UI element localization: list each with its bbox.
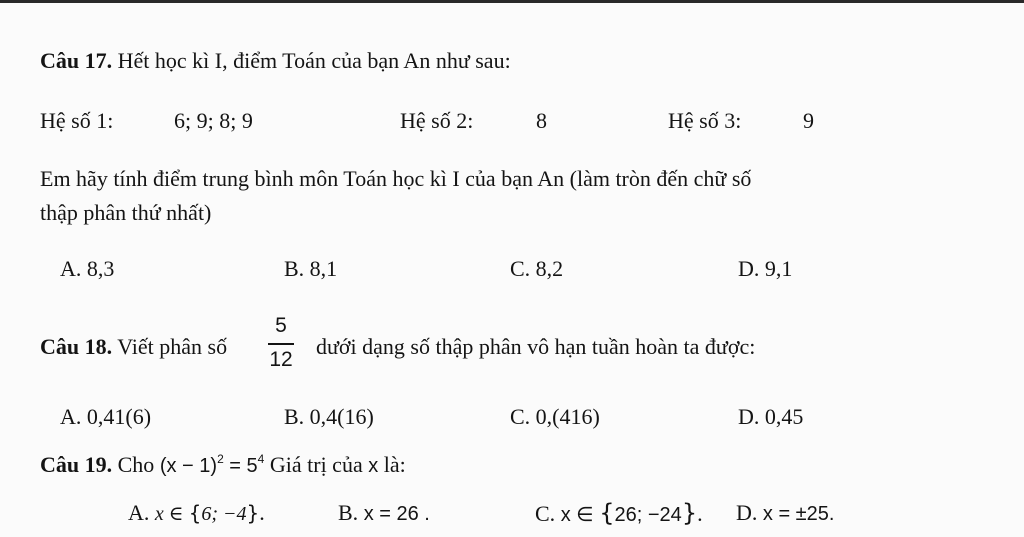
q18-option-b: B. 0,4(16) (284, 404, 374, 429)
equation-exponent: 2 (217, 452, 224, 466)
question-19-cho: Cho (117, 452, 155, 477)
question-18-text-after: dưới dạng số thập phân vô hạn tuần hoàn ta được: (316, 334, 756, 359)
question-17-task-line-1: Em hãy tính điểm trung bình môn Toán học kì I của bạn An (làm tròn đến chữ số (40, 166, 752, 191)
q19-option-a (128, 500, 265, 527)
q19-option-a-letter: A. (128, 500, 150, 525)
q19-option-b (338, 500, 430, 527)
coef3-scores: 9 (803, 108, 814, 133)
question-17-text: Hết học kì I, điểm Toán của bạn An như sau: (117, 48, 511, 73)
q19-option-c-letter: C. (535, 501, 556, 526)
q19-option-c (535, 500, 703, 528)
fraction-5-12 (266, 313, 296, 375)
fraction-numerator: 5 (275, 314, 287, 337)
question-19 (40, 452, 406, 479)
q19-option-a-math: x ∈ (154, 503, 189, 525)
fraction-bar (268, 343, 294, 345)
top-border-line (0, 0, 1024, 3)
q19-option-a-end: . (259, 500, 265, 525)
q17-option-a: A. 8,3 (60, 256, 115, 281)
left-brace: { (188, 501, 202, 525)
q17-option-d: D. 9,1 (738, 256, 793, 281)
coef2-scores: 8 (536, 108, 547, 133)
right-brace: } (246, 501, 260, 525)
question-19-label: Câu 19. (40, 452, 113, 477)
left-brace: { (599, 499, 615, 527)
q19-option-d (736, 500, 834, 527)
equation-equals: = 5 (223, 455, 258, 477)
q18-option-a: A. 0,41(6) (60, 404, 152, 429)
question-19-equation (159, 452, 265, 477)
equation-rhs-exponent: 4 (257, 452, 265, 466)
coef3-label: Hệ số 3: (668, 108, 742, 133)
q17-option-c: C. 8,2 (510, 256, 564, 281)
coef1-scores: 6; 9; 8; 9 (174, 108, 253, 133)
q18-option-c: C. 0,(416) (510, 404, 600, 429)
q19-option-c-set: 26; −24 (614, 504, 682, 526)
q19-option-c-math: x ∈ (560, 504, 600, 526)
question-17 (40, 48, 511, 74)
q19-option-c-end: . (697, 501, 703, 526)
q19-option-a-set: 6; −4 (201, 503, 247, 525)
question-19-la: là: (383, 452, 406, 477)
q18-option-d: D. 0,45 (738, 404, 804, 429)
q17-option-b: B. 8,1 (284, 256, 338, 281)
q19-option-d-math: x = ±25. (762, 503, 835, 525)
right-brace: } (681, 499, 698, 527)
coef2-label: Hệ số 2: (400, 108, 474, 133)
question-18-text-before: Viết phân số (117, 334, 228, 359)
question-19-var-x: x (368, 455, 379, 477)
question-18-intro (40, 334, 227, 360)
coef1-label: Hệ số 1: (40, 108, 114, 133)
question-17-task-line-2: thập phân thứ nhất) (40, 200, 212, 225)
question-18-label: Câu 18. (40, 334, 113, 359)
q19-option-b-math: x = 26 . (363, 503, 430, 525)
q19-option-d-letter: D. (736, 500, 758, 525)
fraction-denominator: 12 (269, 348, 293, 371)
question-19-text-after: Giá trị của (269, 452, 363, 477)
equation-base: (x − 1) (159, 455, 218, 477)
q19-option-b-letter: B. (338, 500, 359, 525)
question-17-label: Câu 17. (40, 48, 113, 73)
